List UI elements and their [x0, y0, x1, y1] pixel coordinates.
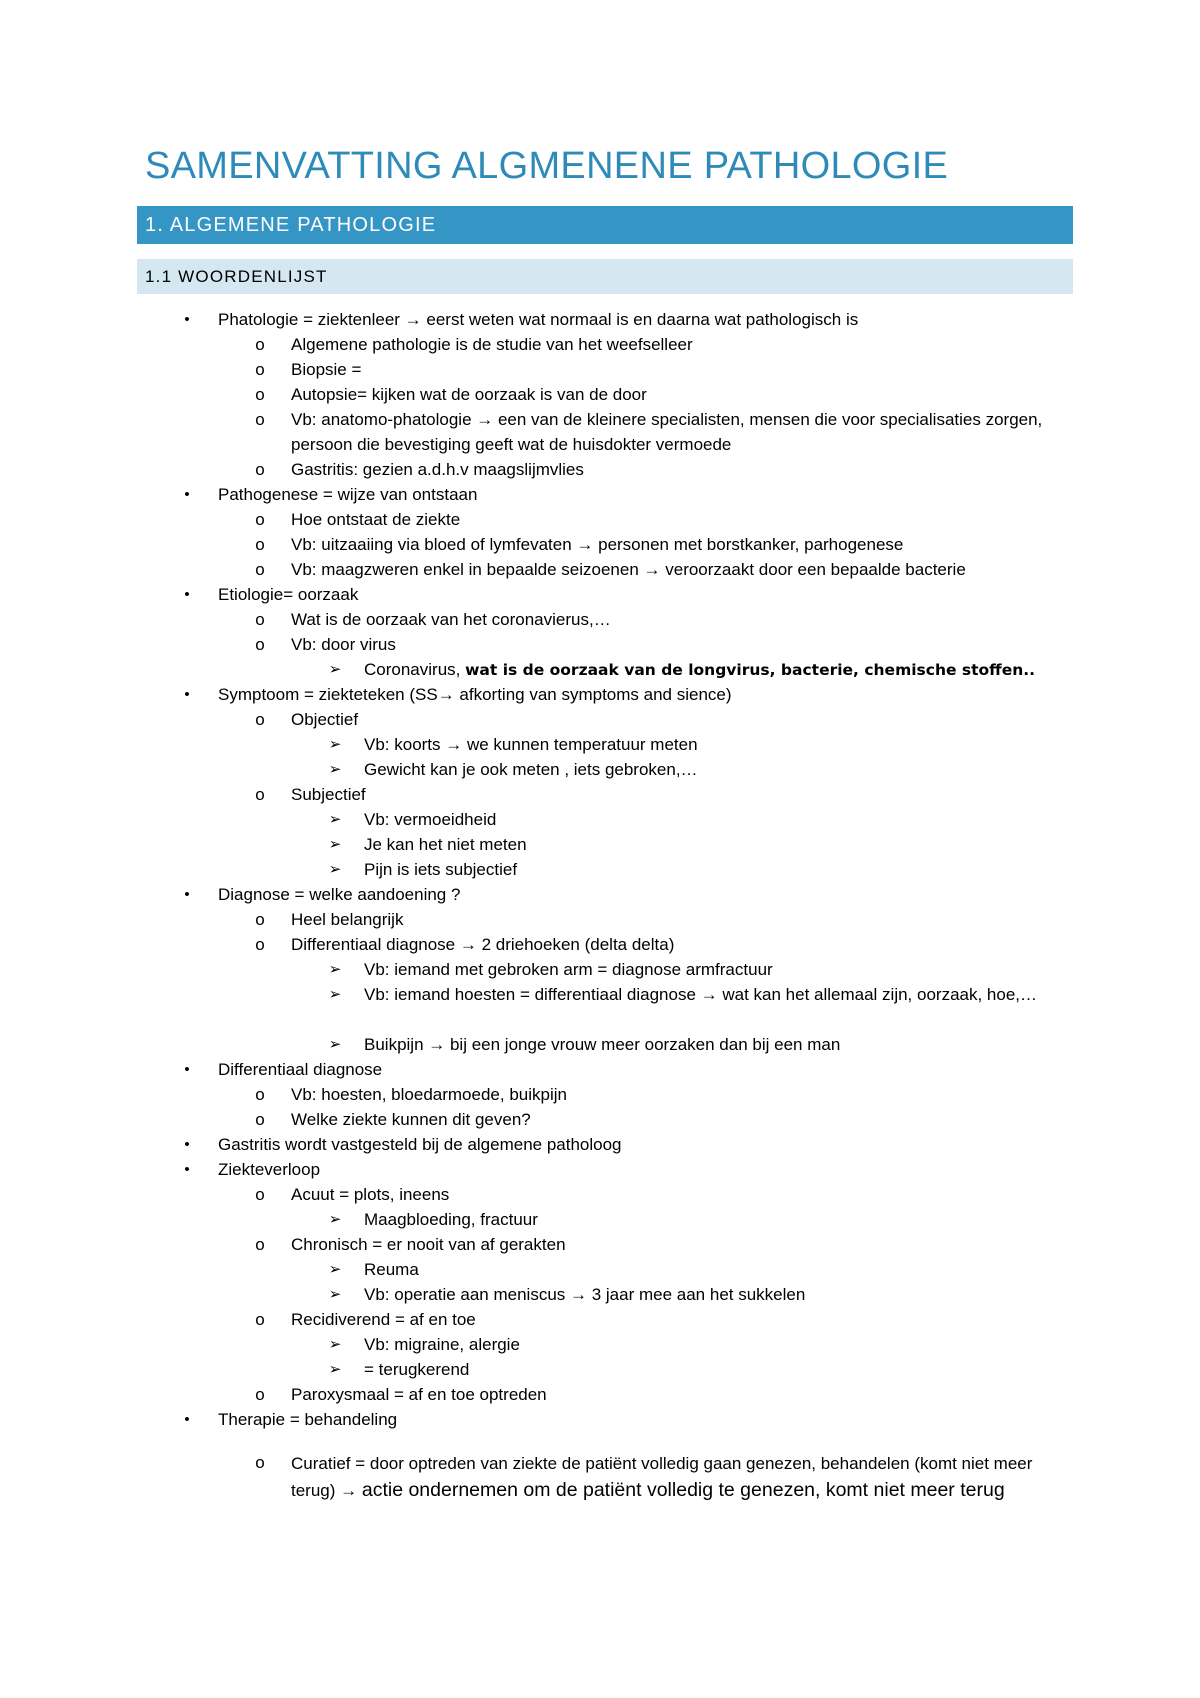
list-item-text-main: = terugkerend: [364, 1360, 470, 1379]
list-item: [0, 807, 1200, 832]
list-item: [0, 707, 1200, 732]
list-item-text: [364, 957, 773, 982]
list-item-text-main: Gastritis wordt vastgesteld bij de algemene patholoog: [218, 1135, 622, 1154]
list-item-text: [291, 1450, 1051, 1504]
list-item-text: [218, 482, 477, 507]
list-item: [0, 657, 1200, 682]
bullet-marker: ➢: [328, 1286, 342, 1303]
list-item-text-main: Maagbloeding, fractuur: [364, 1210, 538, 1229]
list-item: [0, 932, 1200, 957]
bullet-marker: o: [255, 1085, 265, 1104]
list-item-text: [291, 1232, 566, 1257]
bullet-marker: •: [184, 1136, 190, 1153]
list-item: [0, 632, 1200, 657]
bullet-marker: o: [255, 910, 265, 929]
list-item-text: [218, 1132, 622, 1157]
list-item-text: [364, 1032, 840, 1057]
list-item-text-main: Hoe ontstaat de ziekte: [291, 510, 461, 529]
list-item-text: [291, 357, 361, 382]
list-item: [0, 882, 1200, 907]
bullet-marker: o: [255, 460, 265, 479]
bullet-marker: o: [255, 510, 265, 529]
list-item-text-main: Welke ziekte kunnen dit geven?: [291, 1110, 531, 1129]
list-item-text: [218, 882, 460, 907]
bullet-marker: ➢: [328, 861, 342, 878]
bullet-marker: •: [184, 886, 190, 903]
list-item-text-main: Vb: operatie aan meniscus → 3 jaar mee aan het sukkelen: [364, 1285, 806, 1304]
bullet-marker: o: [255, 385, 265, 404]
list-item-text-main: Chronisch = er nooit van af gerakten: [291, 1235, 566, 1254]
bullet-marker: ➢: [328, 1336, 342, 1353]
list-item-text-main: Differentiaal diagnose: [218, 1060, 383, 1079]
list-item-text-main: Vb: koorts → we kunnen temperatuur meten: [364, 735, 698, 754]
list-item-text: [291, 632, 396, 657]
list-item-text: [218, 1157, 320, 1182]
bullet-marker: o: [255, 1453, 265, 1472]
list-item: [0, 1407, 1200, 1432]
bullet-marker: o: [255, 785, 265, 804]
list-item-text: [218, 1057, 382, 1082]
list-item: [0, 757, 1200, 782]
bullet-marker: •: [184, 486, 190, 503]
bullet-marker: ➢: [328, 761, 342, 778]
list-item-text: [291, 382, 647, 407]
bullet-marker: ➢: [328, 1261, 342, 1278]
bullet-marker: o: [255, 560, 265, 579]
list-item-text-main: Gastritis: gezien a.d.h.v maagslijmvlies: [291, 460, 584, 479]
list-item: [0, 1282, 1200, 1307]
list-item-text-main: Heel belangrijk: [291, 910, 404, 929]
list-item-text: [291, 1082, 567, 1107]
list-item-text: [291, 507, 460, 532]
list-item-text: [291, 1182, 449, 1207]
list-item: [0, 1082, 1200, 1107]
list-item: [0, 357, 1200, 382]
list-item: [0, 1057, 1200, 1082]
glossary-list: [0, 307, 1200, 1528]
list-item-text: [291, 332, 693, 357]
list-item-text-main: Vb: iemand met gebroken arm = diagnose armfractuur: [364, 960, 773, 979]
list-item-text: [364, 1207, 538, 1232]
list-item-text-main: Therapie = behandeling: [218, 1410, 398, 1429]
list-item: [0, 307, 1200, 332]
list-item-text: [291, 457, 584, 482]
list-item: [0, 857, 1200, 882]
list-item: [0, 482, 1200, 507]
list-item-text-main: Pathogenese = wijze van ontstaan: [218, 485, 478, 504]
list-item-text-main: Buikpijn → bij een jonge vrouw meer oorzaken dan bij een man: [364, 1035, 841, 1054]
list-item: [0, 1232, 1200, 1257]
list-item: [0, 332, 1200, 357]
list-item: [0, 1207, 1200, 1232]
list-item-text-main: Biopsie =: [291, 360, 362, 379]
bullet-marker: •: [184, 1411, 190, 1428]
list-item-text-main: Vb: iemand hoesten = differentiaal diagnose → wat kan het allemaal zijn, oorzaak, hoe,…: [364, 985, 1038, 1004]
list-item-text: [364, 807, 496, 832]
list-item: [0, 1257, 1200, 1282]
list-item-text: [291, 932, 674, 957]
list-item: [0, 682, 1200, 707]
bullet-marker: o: [255, 410, 265, 429]
bullet-marker: •: [184, 1061, 190, 1078]
list-item: [0, 382, 1200, 407]
list-item-text: [364, 982, 1064, 1007]
list-item: [0, 732, 1200, 757]
list-item: [0, 1450, 1200, 1528]
list-item-text: [218, 1407, 397, 1432]
list-item-text: [218, 682, 732, 707]
bullet-marker: ➢: [328, 961, 342, 978]
list-item: [0, 957, 1200, 982]
bullet-marker: o: [255, 360, 265, 379]
bullet-marker: •: [184, 686, 190, 703]
list-item: [0, 1332, 1200, 1357]
list-item-text: [364, 1257, 419, 1282]
bullet-marker: •: [184, 311, 190, 328]
list-item: [0, 1307, 1200, 1332]
list-item: [0, 982, 1200, 1032]
list-item-text-main: Gewicht kan je ook meten , iets gebroken,…: [364, 760, 698, 779]
list-item-text: [364, 1332, 520, 1357]
list-item-text: [291, 782, 366, 807]
list-item: [0, 532, 1200, 557]
list-item-text-main: Objectief: [291, 710, 359, 729]
list-item-text-main: Vb: uitzaaiing via bloed of lymfevaten → personen met borstkanker, parhogenese: [291, 535, 904, 554]
list-item: [0, 507, 1200, 532]
list-item: [0, 607, 1200, 632]
list-item-text-main: Vb: vermoeidheid: [364, 810, 497, 829]
list-item-text: [291, 1307, 476, 1332]
list-item: [0, 1382, 1200, 1407]
list-item-text: [291, 907, 403, 932]
list-item: [0, 907, 1200, 932]
bullet-marker: ➢: [328, 661, 342, 678]
list-item-text-main: Vb: hoesten, bloedarmoede, buikpijn: [291, 1085, 567, 1104]
bullet-marker: o: [255, 1110, 265, 1129]
list-item-text-main: Vb: anatomo-phatologie → een van de kleinere specialisten, mensen die voor specialisaties zorgen, persoon die bevestiging geeft wat de huisdokter vermoede: [291, 410, 1043, 454]
list-item: [0, 1357, 1200, 1382]
list-item-text-main: Reuma: [364, 1260, 419, 1279]
list-item: [0, 557, 1200, 582]
document-title: SAMENVATTING ALGMENENE PATHOLOGIE: [145, 145, 949, 187]
bullet-marker: ➢: [328, 811, 342, 828]
list-item-text-main: Wat is de oorzaak van het coronavierus,…: [291, 610, 611, 629]
list-item-text: [291, 407, 1051, 457]
list-item-text-main: Autopsie= kijken wat de oorzaak is van de door: [291, 385, 647, 404]
list-item: [0, 832, 1200, 857]
list-item-text: [218, 582, 358, 607]
list-item-text: [291, 607, 611, 632]
list-item-text: [291, 557, 966, 582]
bullet-marker: o: [255, 1235, 265, 1254]
list-item-text-main: Paroxysmaal = af en toe optreden: [291, 1385, 547, 1404]
list-item: [0, 1132, 1200, 1157]
list-item: [0, 1032, 1200, 1057]
list-item: [0, 582, 1200, 607]
list-item: [0, 1157, 1200, 1182]
list-item-text-main: Algemene pathologie is de studie van het weefselleer: [291, 335, 693, 354]
list-item-text: [291, 1107, 531, 1132]
list-item-text-main: Je kan het niet meten: [364, 835, 527, 854]
list-item-text-main: Curatief = door optreden van ziekte de patiënt volledig gaan genezen, behandelen (komt niet meer terug) →: [291, 1454, 1033, 1500]
list-item-text-main: Diagnose = welke aandoening ?: [218, 885, 461, 904]
list-item-text: [291, 707, 358, 732]
list-item-text-main: Vb: door virus: [291, 635, 396, 654]
bullet-marker: o: [255, 635, 265, 654]
bullet-marker: o: [255, 335, 265, 354]
section-heading: 1. ALGEMENE PATHOLOGIE: [137, 206, 1073, 244]
list-item-large-text: actie ondernemen om de patiënt volledig te genezen, komt niet meer terug: [361, 1479, 1005, 1501]
bullet-marker: ➢: [328, 986, 342, 1003]
list-item-text-main: Acuut = plots, ineens: [291, 1185, 450, 1204]
list-item-text-main: Pijn is iets subjectief: [364, 860, 518, 879]
list-item-text-main: Recidiverend = af en toe: [291, 1310, 476, 1329]
bullet-marker: o: [255, 535, 265, 554]
list-item-text: [364, 757, 698, 782]
list-item: [0, 407, 1200, 457]
list-item: [0, 457, 1200, 482]
bullet-marker: o: [255, 1385, 265, 1404]
list-item-text: [364, 1357, 469, 1382]
bullet-marker: ➢: [328, 736, 342, 753]
bullet-marker: o: [255, 1310, 265, 1329]
list-item-text-main: Subjectief: [291, 785, 366, 804]
list-item-text: [364, 657, 1035, 683]
list-item-text-main: Symptoom = ziekteteken (SS→ afkorting van symptoms and sience): [218, 685, 732, 704]
list-item-bold-text: wat is de oorzaak van de longvirus, bacterie, chemische stoffen..: [465, 661, 1036, 679]
bullet-marker: o: [255, 1185, 265, 1204]
list-item: [0, 1182, 1200, 1207]
list-item-text: [291, 532, 903, 557]
list-item-text: [364, 832, 527, 857]
bullet-marker: ➢: [328, 1211, 342, 1228]
bullet-marker: •: [184, 586, 190, 603]
list-item-text: [364, 1282, 805, 1307]
list-item-text-main: Ziekteverloop: [218, 1160, 321, 1179]
list-item: [0, 1107, 1200, 1132]
bullet-marker: o: [255, 710, 265, 729]
list-item-text: [364, 857, 517, 882]
list-item-text-main: Etiologie= oorzaak: [218, 585, 359, 604]
list-item-text: [291, 1382, 547, 1407]
bullet-marker: o: [255, 935, 265, 954]
list-item-text: [364, 732, 698, 757]
list-item-text-main: Coronavirus,: [364, 660, 466, 679]
list-item-text-main: Vb: maagzweren enkel in bepaalde seizoenen → veroorzaakt door een bepaalde bacterie: [291, 560, 966, 579]
list-item-text-main: Vb: migraine, alergie: [364, 1335, 520, 1354]
list-item-text: [218, 307, 858, 332]
bullet-marker: ➢: [328, 836, 342, 853]
bullet-marker: ➢: [328, 1036, 342, 1053]
bullet-marker: •: [184, 1161, 190, 1178]
list-item: [0, 782, 1200, 807]
list-item-text-main: Differentiaal diagnose → 2 driehoeken (delta delta): [291, 935, 675, 954]
bullet-marker: ➢: [328, 1361, 342, 1378]
subsection-heading: 1.1 WOORDENLIJST: [137, 259, 1073, 294]
list-item-text-main: Phatologie = ziektenleer → eerst weten wat normaal is en daarna wat pathologisch is: [218, 310, 859, 329]
bullet-marker: o: [255, 610, 265, 629]
